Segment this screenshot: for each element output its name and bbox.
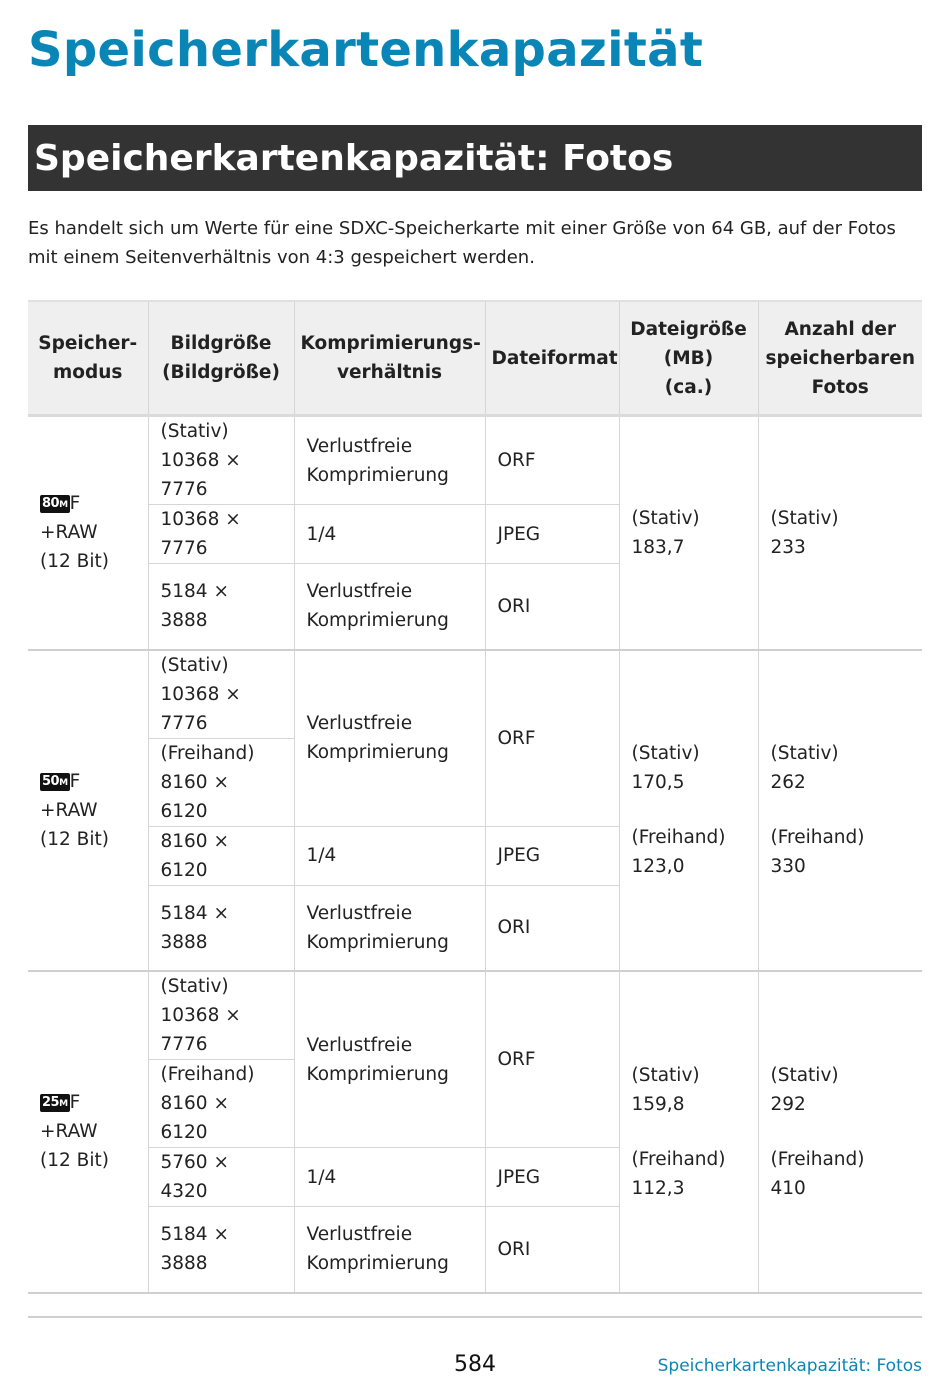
footer-divider xyxy=(28,1316,922,1318)
80M-quality-icon: 80M xyxy=(42,496,68,512)
25M-quality-icon: 25M xyxy=(42,1095,68,1111)
table-header-row xyxy=(28,301,922,416)
header-file-format: Dateiformat xyxy=(485,301,619,416)
file-size-cell: (Stativ) 170,5 (Freihand) 123,0 xyxy=(619,650,758,972)
header-file-size: Dateigröße (MB) (ca.) xyxy=(619,301,758,416)
header-photo-count: Anzahl der speicherbaren Fotos xyxy=(758,301,922,416)
compression-cell: Verlustfreie Komprimierung xyxy=(294,564,485,650)
section-title: Speicherkartenkapazität: Fotos xyxy=(34,137,674,179)
image-size-cell: (Freihand) 8160 × 6120 xyxy=(148,738,294,826)
50M-quality-icon: 50M xyxy=(42,773,68,789)
compression-cell: Verlustfreie Komprimierung xyxy=(294,885,485,971)
file-format-cell: ORF xyxy=(485,971,619,1148)
image-size-cell: 5184 × 3888 xyxy=(148,1207,294,1293)
intro-paragraph: Es handelt sich um Werte für eine SDXC-Speicherkarte mit einer Größe von 64 GB, auf der Fotos mit einem Seitenverhältnis von 4:3 gespeichert werden. xyxy=(28,218,896,268)
footer-section-link[interactable]: Speicherkartenkapazität: Fotos xyxy=(657,1356,922,1376)
file-format-cell: JPEG xyxy=(485,1148,619,1207)
compression-cell: 1/4 xyxy=(294,505,485,564)
file-format-cell: ORI xyxy=(485,1207,619,1293)
compression-cell: Verlustfreie Komprimierung xyxy=(294,650,485,827)
capacity-table xyxy=(28,300,922,1294)
compression-cell: Verlustfreie Komprimierung xyxy=(294,971,485,1148)
section-header-bar xyxy=(28,125,922,191)
image-size-cell: (Stativ) 10368 × 7776 xyxy=(148,650,294,739)
compression-cell: 1/4 xyxy=(294,826,485,885)
image-size-cell: 5184 × 3888 xyxy=(148,885,294,971)
file-format-cell: ORI xyxy=(485,885,619,971)
page-title: Speicherkartenkapazität xyxy=(28,22,704,78)
file-size-cell: (Stativ) 159,8 (Freihand) 112,3 xyxy=(619,971,758,1293)
mode-cell: 25M F +RAW (12 Bit) xyxy=(28,971,148,1293)
image-size-cell: (Stativ) 10368 × 7776 xyxy=(148,416,294,505)
photo-count-cell: (Stativ) 262 (Freihand) 330 xyxy=(758,650,922,972)
mode-cell: 50M F +RAW (12 Bit) xyxy=(28,650,148,972)
header-compression: Komprimierungs- verhältnis xyxy=(294,301,485,416)
file-format-cell: ORI xyxy=(485,564,619,650)
table-row xyxy=(28,971,922,1060)
file-size-cell: (Stativ) 183,7 xyxy=(619,416,758,650)
header-image-size: Bildgröße (Bildgröße) xyxy=(148,301,294,416)
file-format-cell: JPEG xyxy=(485,826,619,885)
mode-cell: 80M F +RAW (12 Bit) xyxy=(28,416,148,650)
image-size-cell: 10368 × 7776 xyxy=(148,505,294,564)
table-row xyxy=(28,416,922,505)
file-format-cell: ORF xyxy=(485,650,619,827)
image-size-cell: 5760 × 4320 xyxy=(148,1148,294,1207)
compression-cell: Verlustfreie Komprimierung xyxy=(294,1207,485,1293)
header-mode: Speicher- modus xyxy=(28,301,148,416)
file-format-cell: ORF xyxy=(485,416,619,505)
compression-cell: Verlustfreie Komprimierung xyxy=(294,416,485,505)
photo-count-cell: (Stativ) 233 xyxy=(758,416,922,650)
image-size-cell: 8160 × 6120 xyxy=(148,826,294,885)
image-size-cell: (Freihand) 8160 × 6120 xyxy=(148,1060,294,1148)
table-row xyxy=(28,650,922,739)
image-size-cell: (Stativ) 10368 × 7776 xyxy=(148,971,294,1060)
page-number: 584 xyxy=(454,1352,496,1377)
image-size-cell: 5184 × 3888 xyxy=(148,564,294,650)
photo-count-cell: (Stativ) 292 (Freihand) 410 xyxy=(758,971,922,1293)
compression-cell: 1/4 xyxy=(294,1148,485,1207)
file-format-cell: JPEG xyxy=(485,505,619,564)
